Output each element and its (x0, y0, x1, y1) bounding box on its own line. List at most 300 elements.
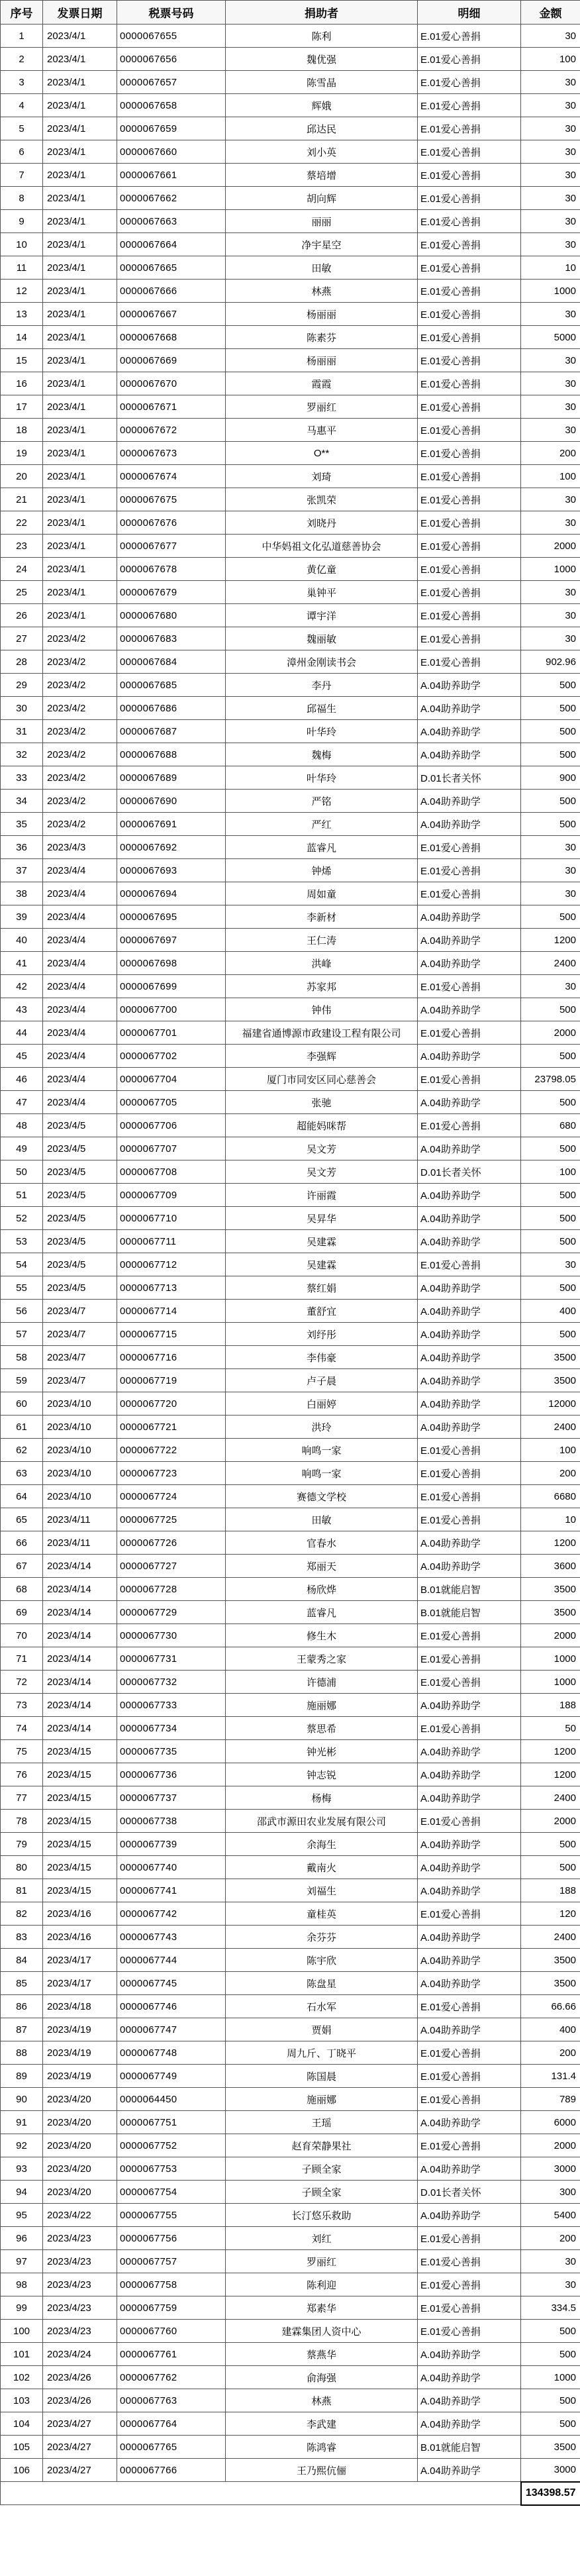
row-detail: A.04助养助学 (418, 674, 521, 697)
row-donor: 黄亿童 (226, 558, 418, 581)
row-donor: 郑素华 (226, 2296, 418, 2320)
row-detail: E.01爱心善捐 (418, 2088, 521, 2111)
row-amount: 1000 (521, 558, 580, 581)
row-invoice-date: 2023/4/10 (43, 1462, 117, 1485)
row-invoice-number: 0000067752 (117, 2134, 226, 2157)
row-amount: 500 (521, 2320, 580, 2343)
row-donor: 长汀悠乐救助 (226, 2204, 418, 2227)
row-detail: E.01爱心善捐 (418, 2134, 521, 2157)
row-invoice-date: 2023/4/11 (43, 1531, 117, 1555)
row-amount: 789 (521, 2088, 580, 2111)
table-row (1, 1972, 580, 1995)
row-amount: 680 (521, 1114, 580, 1137)
row-donor: 子顾全家 (226, 2157, 418, 2181)
table-row (1, 1021, 580, 1045)
row-invoice-date: 2023/4/1 (43, 604, 117, 627)
table-row (1, 998, 580, 1021)
row-amount: 6000 (521, 2111, 580, 2134)
row-donor: 陈利 (226, 25, 418, 48)
row-seq: 90 (1, 2088, 43, 2111)
row-invoice-number: 0000067671 (117, 395, 226, 419)
table-row (1, 2320, 580, 2343)
row-invoice-number: 0000067666 (117, 280, 226, 303)
row-detail: E.01爱心善捐 (418, 303, 521, 326)
row-seq: 14 (1, 326, 43, 349)
row-seq: 61 (1, 1416, 43, 1439)
table-row (1, 2296, 580, 2320)
table-row (1, 2343, 580, 2366)
row-seq: 91 (1, 2111, 43, 2134)
row-donor: 蓝睿凡 (226, 1601, 418, 1624)
row-detail: E.01爱心善捐 (418, 372, 521, 395)
row-invoice-number: 0000067723 (117, 1462, 226, 1485)
row-detail: A.04助养助学 (418, 2366, 521, 2389)
row-seq: 69 (1, 1601, 43, 1624)
row-detail: A.04助养助学 (418, 952, 521, 975)
row-amount: 400 (521, 2018, 580, 2041)
row-invoice-date: 2023/4/5 (43, 1184, 117, 1207)
header-donor: 捐助者 (226, 1, 418, 25)
row-invoice-date: 2023/4/5 (43, 1137, 117, 1160)
row-invoice-date: 2023/4/2 (43, 674, 117, 697)
row-amount: 30 (521, 303, 580, 326)
row-seq: 7 (1, 164, 43, 187)
row-donor: 董舒宜 (226, 1300, 418, 1323)
row-detail: E.01爱心善捐 (418, 1253, 521, 1276)
row-invoice-number: 0000067756 (117, 2227, 226, 2250)
row-donor: 赛德文学校 (226, 1485, 418, 1508)
row-invoice-date: 2023/4/10 (43, 1392, 117, 1416)
row-invoice-date: 2023/4/7 (43, 1346, 117, 1369)
row-donor: 石水军 (226, 1995, 418, 2018)
row-seq: 79 (1, 1833, 43, 1856)
row-detail: E.01爱心善捐 (418, 1114, 521, 1137)
table-row (1, 2273, 580, 2296)
table-row (1, 2181, 580, 2204)
row-amount: 3600 (521, 1555, 580, 1578)
row-invoice-date: 2023/4/23 (43, 2250, 117, 2273)
row-amount: 30 (521, 25, 580, 48)
row-seq: 68 (1, 1578, 43, 1601)
table-row (1, 581, 580, 604)
row-invoice-date: 2023/4/2 (43, 766, 117, 790)
row-amount: 500 (521, 790, 580, 813)
row-donor: 辉娥 (226, 94, 418, 117)
header-invoice-date: 发票日期 (43, 1, 117, 25)
row-invoice-number: 0000067693 (117, 859, 226, 882)
row-detail: A.04助养助学 (418, 2111, 521, 2134)
row-seq: 87 (1, 2018, 43, 2041)
row-donor: 谭宇洋 (226, 604, 418, 627)
row-donor: 卢子晨 (226, 1369, 418, 1392)
row-invoice-number: 0000067728 (117, 1578, 226, 1601)
row-invoice-number: 0000067677 (117, 535, 226, 558)
row-amount: 200 (521, 1462, 580, 1485)
row-detail: A.04助养助学 (418, 1972, 521, 1995)
row-amount: 100 (521, 1439, 580, 1462)
row-donor: 施丽娜 (226, 2088, 418, 2111)
row-amount: 30 (521, 349, 580, 372)
row-invoice-date: 2023/4/1 (43, 117, 117, 140)
row-seq: 6 (1, 140, 43, 164)
row-invoice-date: 2023/4/26 (43, 2366, 117, 2389)
table-row (1, 2366, 580, 2389)
row-detail: D.01长者关怀 (418, 2181, 521, 2204)
row-invoice-date: 2023/4/23 (43, 2296, 117, 2320)
table-row (1, 1926, 580, 1949)
table-row (1, 905, 580, 929)
table-row (1, 1276, 580, 1300)
row-seq: 44 (1, 1021, 43, 1045)
row-amount: 120 (521, 1902, 580, 1926)
row-donor: 丽丽 (226, 210, 418, 233)
row-invoice-date: 2023/4/1 (43, 187, 117, 210)
row-detail: A.04助养助学 (418, 1346, 521, 1369)
row-seq: 50 (1, 1160, 43, 1184)
row-invoice-number: 0000067729 (117, 1601, 226, 1624)
row-invoice-number: 0000067747 (117, 2018, 226, 2041)
row-seq: 13 (1, 303, 43, 326)
row-donor: 贾娟 (226, 2018, 418, 2041)
row-invoice-number: 0000067690 (117, 790, 226, 813)
row-invoice-date: 2023/4/1 (43, 349, 117, 372)
row-invoice-date: 2023/4/14 (43, 1578, 117, 1601)
row-amount: 30 (521, 419, 580, 442)
row-invoice-date: 2023/4/18 (43, 1995, 117, 2018)
row-invoice-date: 2023/4/15 (43, 1879, 117, 1902)
row-seq: 34 (1, 790, 43, 813)
row-invoice-number: 0000067692 (117, 836, 226, 859)
table-row (1, 1763, 580, 1786)
row-detail: E.01爱心善捐 (418, 627, 521, 650)
row-amount: 3500 (521, 1578, 580, 1601)
row-invoice-date: 2023/4/27 (43, 2459, 117, 2482)
row-detail: E.01爱心善捐 (418, 488, 521, 511)
row-invoice-date: 2023/4/5 (43, 1207, 117, 1230)
row-detail: E.01爱心善捐 (418, 256, 521, 280)
row-invoice-date: 2023/4/4 (43, 998, 117, 1021)
row-donor: 周如童 (226, 882, 418, 905)
row-seq: 49 (1, 1137, 43, 1160)
row-invoice-number: 0000067674 (117, 465, 226, 488)
row-seq: 76 (1, 1763, 43, 1786)
row-detail: E.01爱心善捐 (418, 511, 521, 535)
row-detail: E.01爱心善捐 (418, 395, 521, 419)
row-donor: 郑丽天 (226, 1555, 418, 1578)
row-donor: 周九斤、丁晓平 (226, 2041, 418, 2065)
row-donor: 林燕 (226, 280, 418, 303)
row-invoice-date: 2023/4/4 (43, 882, 117, 905)
row-donor: 福建省通博源市政建设工程有限公司 (226, 1021, 418, 1045)
row-amount: 2000 (521, 535, 580, 558)
table-row (1, 2018, 580, 2041)
row-amount: 902.96 (521, 650, 580, 674)
row-seq: 20 (1, 465, 43, 488)
row-invoice-number: 0000067655 (117, 25, 226, 48)
table-row (1, 627, 580, 650)
row-donor: 俞海强 (226, 2366, 418, 2389)
table-row (1, 1578, 580, 1601)
row-invoice-number: 0000067667 (117, 303, 226, 326)
table-row (1, 1740, 580, 1763)
table-row (1, 465, 580, 488)
row-donor: 杨丽丽 (226, 349, 418, 372)
row-seq: 51 (1, 1184, 43, 1207)
row-invoice-number: 0000067738 (117, 1810, 226, 1833)
row-amount: 30 (521, 627, 580, 650)
row-invoice-date: 2023/4/11 (43, 1508, 117, 1531)
table-row (1, 790, 580, 813)
row-amount: 10 (521, 1508, 580, 1531)
total-blank (1, 2482, 521, 2505)
row-amount: 30 (521, 581, 580, 604)
row-amount: 500 (521, 998, 580, 1021)
row-detail: E.01爱心善捐 (418, 1810, 521, 1833)
row-invoice-number: 0000067745 (117, 1972, 226, 1995)
table-row (1, 1346, 580, 1369)
row-donor: 田敏 (226, 1508, 418, 1531)
row-donor: 洪玲 (226, 1416, 418, 1439)
row-donor: 刘小英 (226, 140, 418, 164)
row-invoice-date: 2023/4/24 (43, 2343, 117, 2366)
row-amount: 30 (521, 975, 580, 998)
row-invoice-number: 0000067751 (117, 2111, 226, 2134)
row-amount: 1200 (521, 929, 580, 952)
row-invoice-date: 2023/4/4 (43, 952, 117, 975)
row-donor: 许丽霞 (226, 1184, 418, 1207)
row-seq: 4 (1, 94, 43, 117)
row-donor: 吴建霖 (226, 1230, 418, 1253)
table-row (1, 1833, 580, 1856)
row-invoice-date: 2023/4/1 (43, 210, 117, 233)
row-invoice-number: 0000067688 (117, 743, 226, 766)
row-detail: A.04助养助学 (418, 2343, 521, 2366)
row-amount: 200 (521, 2227, 580, 2250)
row-seq: 72 (1, 1671, 43, 1694)
table-row (1, 1230, 580, 1253)
row-donor: 钟光彬 (226, 1740, 418, 1763)
row-amount: 30 (521, 210, 580, 233)
row-seq: 35 (1, 813, 43, 836)
row-seq: 66 (1, 1531, 43, 1555)
row-invoice-date: 2023/4/16 (43, 1926, 117, 1949)
row-invoice-number: 0000067765 (117, 2436, 226, 2459)
row-invoice-date: 2023/4/15 (43, 1810, 117, 1833)
row-donor: 田敏 (226, 256, 418, 280)
row-seq: 19 (1, 442, 43, 465)
row-invoice-date: 2023/4/4 (43, 905, 117, 929)
table-row (1, 1045, 580, 1068)
row-amount: 12000 (521, 1392, 580, 1416)
row-seq: 33 (1, 766, 43, 790)
row-donor: 蔡红娟 (226, 1276, 418, 1300)
table-row (1, 2065, 580, 2088)
row-detail: A.04助养助学 (418, 1531, 521, 1555)
table-row (1, 71, 580, 94)
row-detail: E.01爱心善捐 (418, 1624, 521, 1647)
table-row (1, 48, 580, 71)
row-invoice-date: 2023/4/4 (43, 1068, 117, 1091)
header-seq: 序号 (1, 1, 43, 25)
row-donor: 林燕 (226, 2389, 418, 2412)
table-row (1, 2134, 580, 2157)
row-seq: 82 (1, 1902, 43, 1926)
table-row (1, 349, 580, 372)
row-detail: A.04助养助学 (418, 743, 521, 766)
row-detail: E.01爱心善捐 (418, 465, 521, 488)
row-detail: E.01爱心善捐 (418, 581, 521, 604)
row-detail: A.04助养助学 (418, 2018, 521, 2041)
row-seq: 85 (1, 1972, 43, 1995)
table-row (1, 674, 580, 697)
row-invoice-number: 0000067691 (117, 813, 226, 836)
row-amount: 500 (521, 1184, 580, 1207)
total-row (1, 2482, 580, 2505)
row-donor: 李新材 (226, 905, 418, 929)
row-invoice-date: 2023/4/1 (43, 25, 117, 48)
row-invoice-date: 2023/4/4 (43, 1091, 117, 1114)
row-seq: 30 (1, 697, 43, 720)
row-seq: 18 (1, 419, 43, 442)
table-row (1, 535, 580, 558)
row-invoice-number: 0000067675 (117, 488, 226, 511)
row-donor: 李强辉 (226, 1045, 418, 1068)
row-detail: D.01长者关怀 (418, 1160, 521, 1184)
row-invoice-number: 0000067714 (117, 1300, 226, 1323)
row-amount: 6680 (521, 1485, 580, 1508)
row-seq: 86 (1, 1995, 43, 2018)
row-detail: E.01爱心善捐 (418, 1485, 521, 1508)
row-invoice-number: 0000067705 (117, 1091, 226, 1114)
row-detail: A.04助养助学 (418, 1276, 521, 1300)
row-amount: 334.5 (521, 2296, 580, 2320)
row-invoice-number: 0000067720 (117, 1392, 226, 1416)
row-seq: 48 (1, 1114, 43, 1137)
row-amount: 3500 (521, 1346, 580, 1369)
table-row (1, 1091, 580, 1114)
table-row (1, 1995, 580, 2018)
row-detail: A.04助养助学 (418, 697, 521, 720)
row-amount: 200 (521, 2041, 580, 2065)
row-seq: 24 (1, 558, 43, 581)
row-amount: 1000 (521, 1671, 580, 1694)
row-amount: 1200 (521, 1763, 580, 1786)
row-invoice-date: 2023/4/14 (43, 1671, 117, 1694)
table-row (1, 720, 580, 743)
row-donor: 超能妈咪帮 (226, 1114, 418, 1137)
row-amount: 30 (521, 2273, 580, 2296)
row-seq: 65 (1, 1508, 43, 1531)
row-amount: 500 (521, 743, 580, 766)
table-row (1, 210, 580, 233)
row-detail: B.01就能启智 (418, 2436, 521, 2459)
row-amount: 3500 (521, 1949, 580, 1972)
row-detail: E.01爱心善捐 (418, 1021, 521, 1045)
row-detail: A.04助养助学 (418, 1207, 521, 1230)
table-row (1, 1160, 580, 1184)
row-invoice-date: 2023/4/19 (43, 2041, 117, 2065)
row-seq: 93 (1, 2157, 43, 2181)
row-invoice-date: 2023/4/1 (43, 326, 117, 349)
row-seq: 105 (1, 2436, 43, 2459)
table-row (1, 419, 580, 442)
row-invoice-number: 0000067761 (117, 2343, 226, 2366)
row-detail: E.01爱心善捐 (418, 1439, 521, 1462)
row-amount: 2400 (521, 1416, 580, 1439)
row-invoice-number: 0000067678 (117, 558, 226, 581)
row-donor: 刘福生 (226, 1879, 418, 1902)
row-donor: 杨丽丽 (226, 303, 418, 326)
row-donor: 陈雪晶 (226, 71, 418, 94)
row-invoice-date: 2023/4/14 (43, 1647, 117, 1671)
row-detail: E.01爱心善捐 (418, 25, 521, 48)
row-invoice-date: 2023/4/15 (43, 1856, 117, 1879)
row-detail: A.04助养助学 (418, 2459, 521, 2482)
row-seq: 62 (1, 1439, 43, 1462)
row-invoice-number: 0000067662 (117, 187, 226, 210)
row-detail: E.01爱心善捐 (418, 558, 521, 581)
row-invoice-date: 2023/4/1 (43, 558, 117, 581)
row-invoice-date: 2023/4/20 (43, 2111, 117, 2134)
row-detail: E.01爱心善捐 (418, 836, 521, 859)
row-seq: 89 (1, 2065, 43, 2088)
row-amount: 500 (521, 1323, 580, 1346)
row-detail: E.01爱心善捐 (418, 140, 521, 164)
table-row (1, 1416, 580, 1439)
row-invoice-number: 0000067658 (117, 94, 226, 117)
row-donor: 修生木 (226, 1624, 418, 1647)
table-row (1, 836, 580, 859)
row-seq: 64 (1, 1485, 43, 1508)
row-seq: 46 (1, 1068, 43, 1091)
row-donor: 邱福生 (226, 697, 418, 720)
row-seq: 97 (1, 2250, 43, 2273)
table-row (1, 1531, 580, 1555)
row-invoice-number: 0000067669 (117, 349, 226, 372)
row-invoice-date: 2023/4/1 (43, 535, 117, 558)
row-detail: A.04助养助学 (418, 1879, 521, 1902)
row-detail: E.01爱心善捐 (418, 1508, 521, 1531)
row-seq: 100 (1, 2320, 43, 2343)
table-row (1, 2204, 580, 2227)
row-detail: A.04助养助学 (418, 1926, 521, 1949)
row-amount: 188 (521, 1879, 580, 1902)
row-invoice-date: 2023/4/5 (43, 1114, 117, 1137)
row-detail: E.01爱心善捐 (418, 117, 521, 140)
row-donor: 洪峰 (226, 952, 418, 975)
row-invoice-number: 0000067759 (117, 2296, 226, 2320)
row-seq: 63 (1, 1462, 43, 1485)
row-invoice-number: 0000067722 (117, 1439, 226, 1462)
table-row (1, 1508, 580, 1531)
row-invoice-date: 2023/4/17 (43, 1949, 117, 1972)
table-row (1, 1786, 580, 1810)
row-seq: 88 (1, 2041, 43, 2065)
row-invoice-number: 0000067736 (117, 1763, 226, 1786)
row-detail: E.01爱心善捐 (418, 2320, 521, 2343)
row-invoice-number: 0000067737 (117, 1786, 226, 1810)
row-invoice-date: 2023/4/27 (43, 2436, 117, 2459)
row-detail: A.04助养助学 (418, 1323, 521, 1346)
row-detail: A.04助养助学 (418, 1763, 521, 1786)
row-amount: 30 (521, 233, 580, 256)
table-row (1, 94, 580, 117)
row-donor: 蔡燕华 (226, 2343, 418, 2366)
row-seq: 25 (1, 581, 43, 604)
row-detail: A.04助养助学 (418, 790, 521, 813)
row-detail: A.04助养助学 (418, 2157, 521, 2181)
row-donor: 叶华玲 (226, 766, 418, 790)
